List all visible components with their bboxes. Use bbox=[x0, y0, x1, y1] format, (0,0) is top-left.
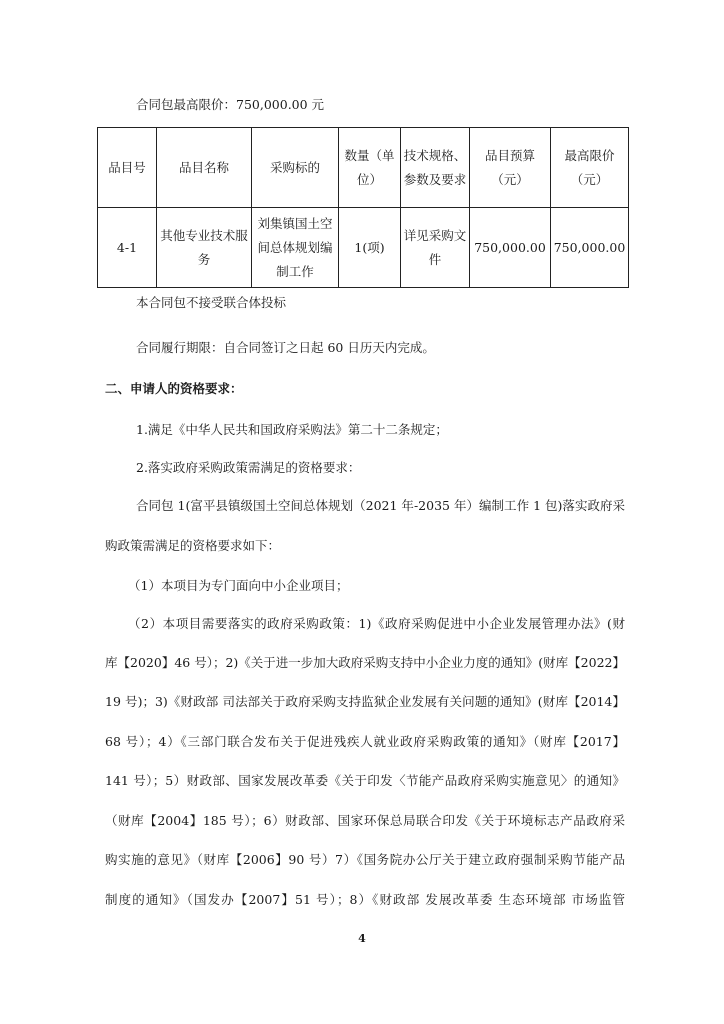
policy-line: 制度的通知》（国发办【2007】51 号）；8）《财政部 发展改革委 生态环境部 市场监管 bbox=[105, 892, 625, 907]
page-number: 4 bbox=[358, 932, 366, 945]
header-spec: 技术规格、参数及要求 bbox=[401, 128, 470, 208]
contract-term-text: 合同履行期限：自合同签订之日起 60 日历天内完成。 bbox=[136, 340, 435, 355]
requirement-2: 2.落实政府采购政策需满足的资格要求： bbox=[136, 460, 361, 475]
item-1-text: （1）本项目为专门面向中小企业项目； bbox=[128, 578, 349, 593]
requirement-1: 1.满足《中华人民共和国政府采购法》第二十二条规定； bbox=[136, 422, 448, 437]
cell-spec: 详见采购文件 bbox=[401, 208, 470, 288]
cell-quantity: 1(项) bbox=[339, 208, 401, 288]
cell-budget: 750,000.00 bbox=[470, 208, 551, 288]
header-budget: 品目预算（元） bbox=[470, 128, 551, 208]
no-consortium-text: 本合同包不接受联合体投标 bbox=[136, 295, 287, 310]
header-max-price: 最高限价（元） bbox=[551, 128, 629, 208]
policy-line: 68 号）；4）《三部门联合发布关于促进残疾人就业政府采购政策的通知》（财库【2017】 bbox=[105, 734, 625, 749]
header-subject: 采购标的 bbox=[252, 128, 339, 208]
policy-line: 141 号）；5）财政部、国家发展改革委《关于印发〈节能产品政府采购实施意见〉的通知》 bbox=[105, 773, 625, 788]
header-item-no: 品目号 bbox=[98, 128, 157, 208]
package-line-1: 合同包 1(富平县镇级国土空间总体规划（2021 年-2035 年）编制工作 1 包)落实政府采 bbox=[136, 498, 625, 513]
cell-item-name: 其他专业技术服务 bbox=[157, 208, 252, 288]
cell-subject: 刘集镇国土空间总体规划编制工作 bbox=[252, 208, 339, 288]
policy-line: 库【2020】46 号）；2)《关于进一步加大政府采购支持中小企业力度的通知》(财库【2022】 bbox=[105, 655, 625, 670]
header-item-name: 品目名称 bbox=[157, 128, 252, 208]
package-line-2: 购政策需满足的资格要求如下： bbox=[105, 538, 281, 553]
header-quantity: 数量（单位） bbox=[339, 128, 401, 208]
policy-line: （财库【2004】185 号）；6）财政部、国家环保总局联合印发《关于环境标志产品政府采 bbox=[105, 813, 625, 828]
table-row bbox=[98, 208, 629, 288]
max-price-line: 合同包最高限价：750,000.00 元 bbox=[136, 97, 325, 112]
policy-line: 购实施的意见》（财库【2006】90 号）7）《国务院办公厅关于建立政府强制采购节能产品 bbox=[105, 852, 625, 867]
table-header-row bbox=[98, 128, 629, 208]
section-title: 二、申请人的资格要求： bbox=[105, 381, 243, 396]
policy-line: （2）本项目需要落实的政府采购政策：1)《政府采购促进中小企业发展管理办法》(财 bbox=[128, 616, 625, 631]
policy-line: 19 号)；3)《财政部 司法部关于政府采购支持监狱企业发展有关问题的通知》(财库【2014】 bbox=[105, 694, 625, 709]
cell-max-price: 750,000.00 bbox=[551, 208, 629, 288]
cell-item-no: 4-1 bbox=[98, 208, 157, 288]
procurement-table bbox=[97, 127, 629, 288]
